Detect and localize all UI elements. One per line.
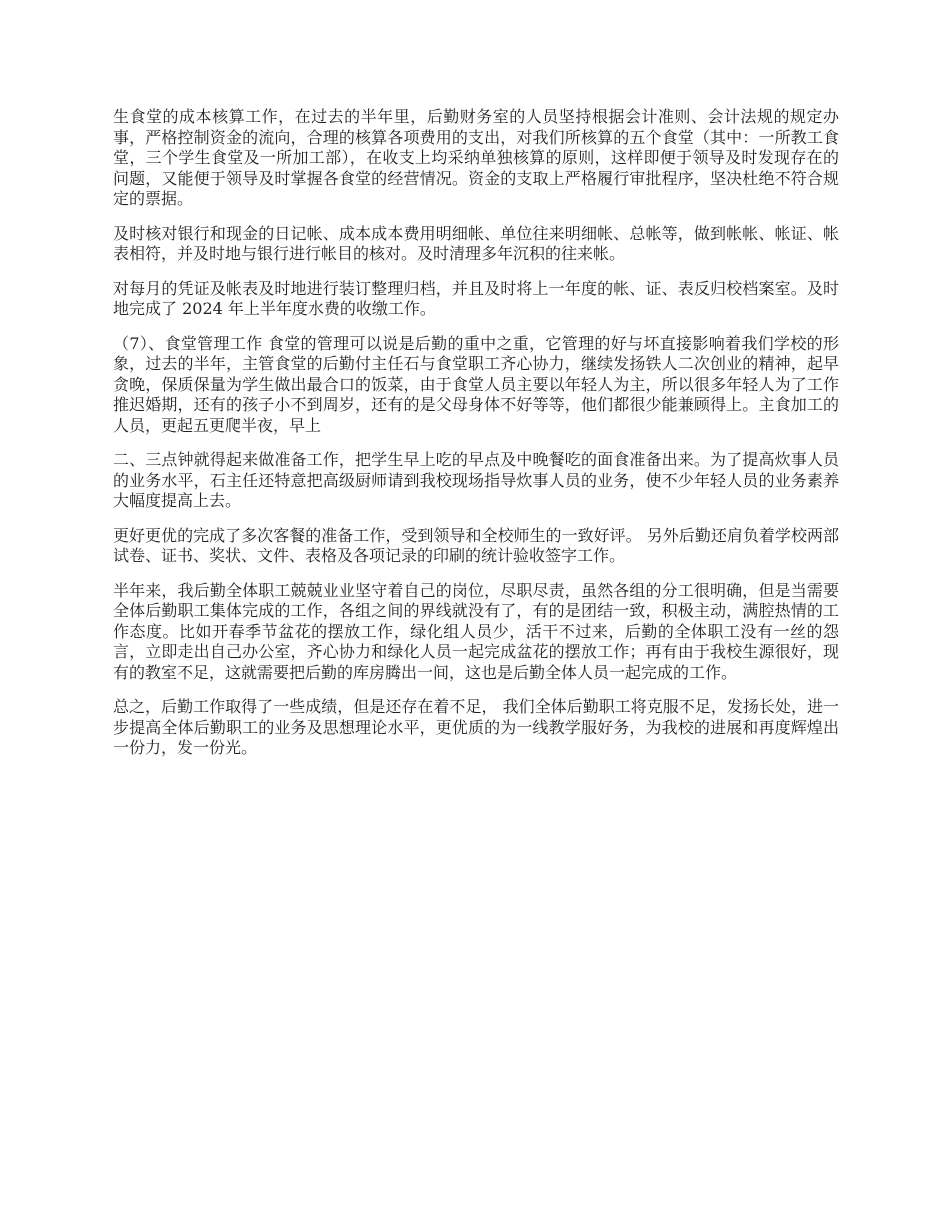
paragraph-conclusion: 总之，后勤工作取得了一些成绩，但是还存在着不足， 我们全体后勤职工将克服不足，发扬长处，进一步提高全体后勤职工的业务及思想理论水平，更优质的为一线教学服好务，为我校的进展和再度辉煌出一份力，发一份光。 — [113, 697, 839, 757]
paragraph-canteen-management: （7）、食堂管理工作 食堂的管理可以说是后勤的重中之重，它管理的好与坏直接影响着我们学校的形象，过去的半年，主管食堂的后勤付主任石与食堂职工齐心协力，继续发扬铁人二次创业的精神，起早贪晚，保质保量为学生做出最合口的饭菜，由于食堂人员主要以年轻人为主，所以很多年轻人为了工作推迟婚期，还有的孩子小不到周岁，还有的是父母身体不好等等，他们都很少能兼顾得上。主食加工的人员，更起五更爬半夜，早上 — [113, 333, 839, 435]
paragraph-teamwork: 半年来，我后勤全体职工兢兢业业坚守着自己的岗位，尽职尽责，虽然各组的分工很明确，但是当需要全体后勤职工集体完成的工作，各组之间的界线就没有了，有的是团结一致，积极主动，满腔热情的工作态度。比如开春季节盆花的摆放工作，绿化组人员少，活干不过来，后勤的全体职工没有一丝的怨言，立即走出自己办公室，齐心协力和绿化人员一起完成盆花的摆放工作；再有由于我校生源很好，现有的教室不足，这就需要把后勤的库房腾出一间，这也是后勤全体人员一起完成的工作。 — [113, 580, 839, 682]
paragraph-ledger-check: 及时核对银行和现金的日记帐、成本成本费用明细帐、单位往来明细帐、总帐等，做到帐帐、帐证、帐表相符，并及时地与银行进行帐目的核对。及时清理多年沉积的往来帐。 — [113, 223, 839, 263]
paragraph-voucher-archive: 对每月的凭证及帐表及时地进行装订整理归档，并且及时将上一年度的帐、证、表反归校档案室。及时地完成了 2024 年上半年度水费的收缴工作。 — [113, 278, 839, 318]
paragraph-canteen-accounting: 生食堂的成本核算工作，在过去的半年里，后勤财务室的人员坚持根据会计准则、会计法规的规定办事，严格控制资金的流向，合理的核算各项费用的支出，对我们所核算的五个食堂（其中：一所教工食堂，三个学生食堂及一所加工部），在收支上均采纳单独核算的原则，这样即便于领导及时发现存在的问题，又能便于领导及时掌握各食堂的经营情况。资金的支取上严格履行审批程序，坚决杜绝不符合规定的票据。 — [113, 107, 839, 208]
paragraph-guest-meals: 更好更优的完成了多次客餐的准备工作，受到领导和全校师生的一致好评。 另外后勤还肩负着学校两部试卷、证书、奖状、文件、表格及各项记录的印刷的统计验收签字工作。 — [113, 525, 839, 565]
document-body — [113, 107, 839, 773]
paragraph-morning-prep: 二、三点钟就得起来做准备工作，把学生早上吃的早点及中晚餐吃的面食准备出来。为了提高炊事人员的业务水平，石主任还特意把高级厨师请到我校现场指导炊事人员的业务，使不少年轻人员的业务素养大幅度提高上去。 — [113, 450, 839, 510]
